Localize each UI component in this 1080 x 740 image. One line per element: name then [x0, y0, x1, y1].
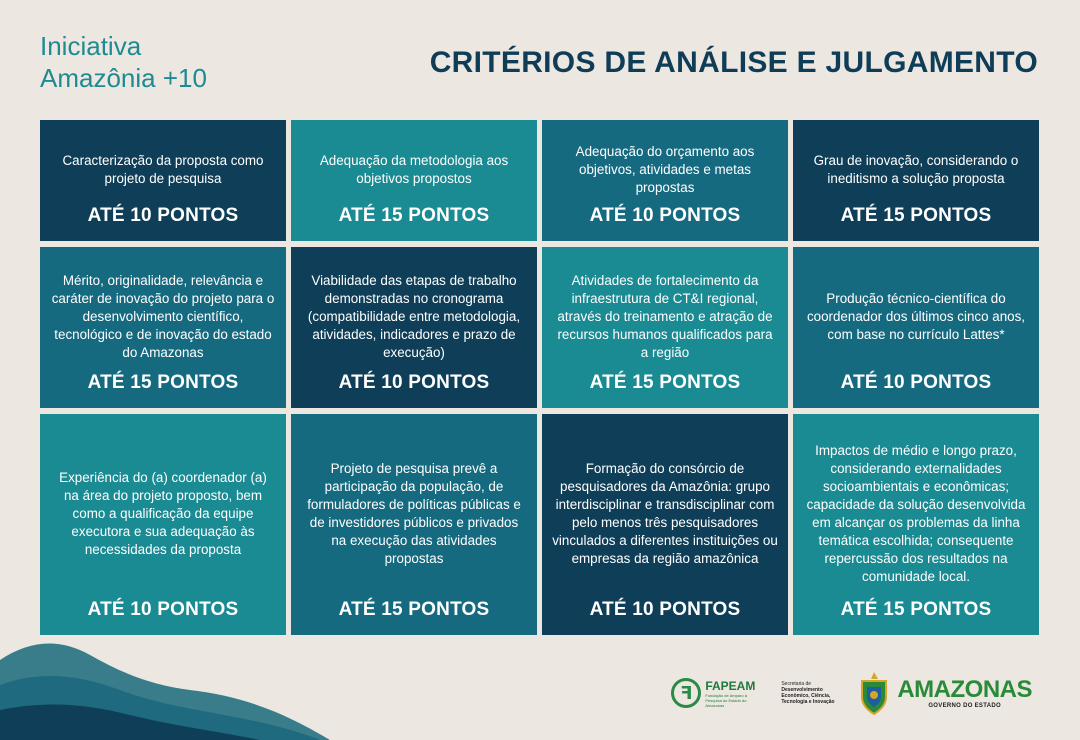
decorative-waves — [0, 630, 330, 740]
page-title: CRITÉRIOS DE ANÁLISE E JULGAMENTO — [429, 46, 1038, 79]
criterion-description: Projeto de pesquisa prevê a participação da população, de formuladores de políticas públicas e de investidores públicos e privados na execução das atividades propostas — [307, 460, 521, 566]
secretaria-line-3: Econômico, Ciência, Tecnologia e Inovação — [781, 693, 835, 705]
fapeam-subtitle: Fundação de Amparo à Pesquisa do Estado do Amazonas — [705, 692, 747, 708]
criterion-card — [40, 414, 286, 635]
criterion-points: ATÉ 15 PONTOS — [338, 205, 490, 226]
brand — [40, 30, 207, 94]
criterion-description: Mérito, originalidade, relevância e caráter de inovação do projeto para o desenvolvimento científico, tecnológico e de inovação do estado do Amazonas — [51, 272, 275, 360]
amazonas-logo — [897, 677, 1032, 709]
criterion-points: ATÉ 10 PONTOS — [840, 372, 992, 393]
criterion-card — [542, 247, 788, 408]
amazonas-crest-icon — [857, 671, 891, 715]
criterion-points: ATÉ 15 PONTOS — [840, 205, 992, 226]
criterion-description: Experiência do (a) coordenador (a) na área do projeto proposto, bem como a qualificação da equipe executora e sua adequação às necessidades da proposta — [59, 469, 267, 557]
criterion-description: Impactos de médio e longo prazo, considerando externalidades socioambientais e econômicas; capacidade da solução desenvolvida em alcançar os problemas da linha temática escolhida; consequente repercussão dos resultados na comunidade local. — [806, 442, 1026, 584]
criterion-points: ATÉ 10 PONTOS — [87, 599, 239, 620]
criterion-card — [542, 414, 788, 635]
criterion-card — [793, 120, 1039, 241]
criterion-card — [793, 247, 1039, 408]
criterion-card — [291, 414, 537, 635]
criterion-points: ATÉ 15 PONTOS — [87, 372, 239, 393]
criterion-card — [291, 120, 537, 241]
brand-line-2: Amazônia +10 — [40, 63, 207, 93]
criterion-description: Grau de inovação, considerando o ineditismo a solução proposta — [813, 152, 1019, 186]
criterion-points: ATÉ 10 PONTOS — [338, 372, 490, 393]
criterion-points: ATÉ 15 PONTOS — [589, 372, 741, 393]
criterion-points: ATÉ 10 PONTOS — [589, 599, 741, 620]
secretaria-line-1: Secretaria de — [781, 681, 812, 687]
fapeam-logo — [671, 678, 763, 708]
criterion-description: Produção técnico-científica do coordenador dos últimos cinco anos, com base no currículo Lattes* — [806, 290, 1026, 342]
fapeam-icon: ꟻ — [671, 678, 701, 708]
criterion-description: Atividades de fortalecimento da infraestrutura de CT&I regional, através do treinamento e atração de recursos humanos qualificados para a região — [557, 272, 773, 360]
amazonas-subtitle: GOVERNO DO ESTADO — [928, 703, 1001, 709]
criteria-grid — [40, 120, 1038, 635]
amazonas-name: AMAZONAS — [897, 676, 1032, 703]
criterion-points: ATÉ 10 PONTOS — [589, 205, 741, 226]
secretaria-line-2: Desenvolvimento — [781, 687, 823, 693]
criterion-points: ATÉ 15 PONTOS — [338, 599, 490, 620]
criterion-description: Adequação da metodologia aos objetivos propostos — [319, 152, 509, 186]
criterion-description: Adequação do orçamento aos objetivos, atividades e metas propostas — [575, 143, 755, 195]
criterion-card — [291, 247, 537, 408]
sponsor-logos — [671, 668, 1032, 718]
criterion-points: ATÉ 15 PONTOS — [840, 599, 992, 620]
criterion-card — [793, 414, 1039, 635]
criterion-description: Formação do consórcio de pesquisadores da Amazônia: grupo interdisciplinar e transdisciplinar com pelo menos três pesquisadores vinculados a diferentes instituições ou empresas da região amazônica — [552, 460, 778, 566]
fapeam-name: FAPEAM — [705, 678, 756, 693]
criterion-description: Viabilidade das etapas de trabalho demonstradas no cronograma (compatibilidade entre metodologia, atividades, indicadores e prazo de execução) — [307, 272, 521, 360]
criterion-card — [542, 120, 788, 241]
secretaria-logo — [781, 681, 843, 705]
brand-line-1: Iniciativa — [40, 31, 142, 61]
criterion-card — [40, 120, 286, 241]
criterion-card — [40, 247, 286, 408]
criterion-description: Caracterização da proposta como projeto de pesquisa — [62, 152, 264, 186]
criterion-points: ATÉ 10 PONTOS — [87, 205, 239, 226]
